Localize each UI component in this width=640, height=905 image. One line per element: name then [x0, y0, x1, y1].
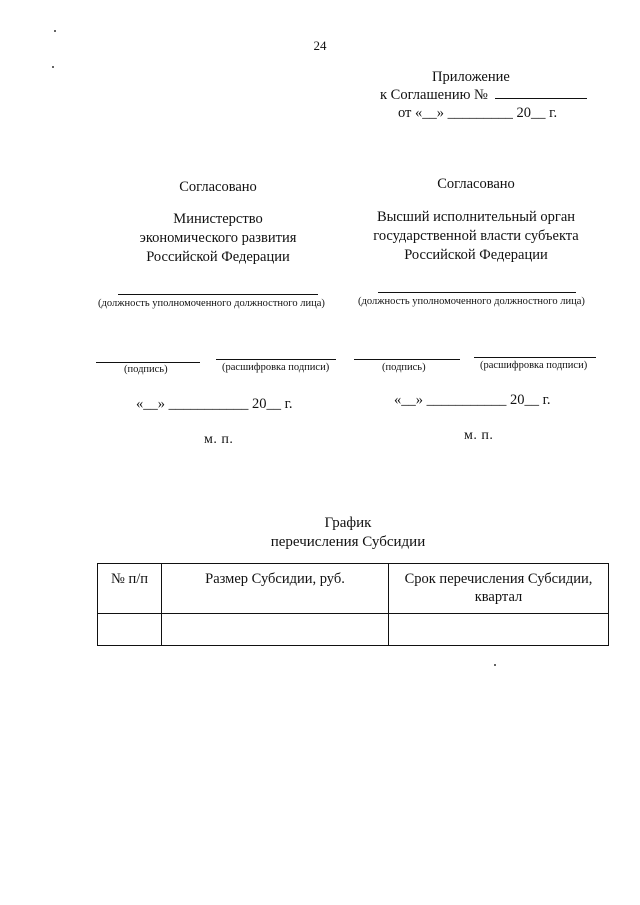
agreement-number-blank	[495, 98, 587, 99]
right-decoding-caption: (расшифровка подписи)	[480, 360, 588, 371]
table-cell	[162, 614, 389, 646]
scan-speck	[54, 30, 56, 32]
agreement-number-line: к Соглашению №	[380, 86, 600, 104]
table-cell	[98, 614, 162, 646]
table-header-row	[98, 564, 609, 614]
appendix-date: от «__» _________ 20__ г.	[398, 105, 558, 121]
header-term: Срок перечисления Субсидии, квартал	[389, 564, 609, 614]
left-organization: Министерство экономического развития Российской Федерации	[139, 211, 297, 265]
header-amount: Размер Субсидии, руб.	[162, 564, 389, 614]
left-decoding-line	[216, 359, 336, 360]
left-position-caption: (должность уполномоченного должностного лица)	[98, 298, 325, 309]
left-stamp: м. п.	[204, 432, 234, 447]
right-date: «__» ___________ 20__ г.	[394, 392, 551, 408]
left-signature-caption: (подпись)	[124, 364, 168, 375]
left-date: «__» ___________ 20__ г.	[136, 396, 293, 412]
left-position-line	[118, 294, 318, 295]
table-row	[98, 614, 609, 646]
left-signature-line	[96, 362, 200, 363]
right-signature-line	[354, 359, 460, 360]
right-position-caption: (должность уполномоченного должностного лица)	[358, 296, 585, 307]
right-stamp: м. п.	[464, 428, 494, 443]
right-signature-caption: (подпись)	[382, 362, 426, 373]
schedule-table	[97, 563, 609, 646]
scan-speck	[52, 66, 54, 68]
right-organization: Высший исполнительный орган государственной власти субъекта Российской Федерации	[373, 209, 579, 263]
appendix-header	[380, 68, 600, 122]
left-agreed: Согласовано	[179, 179, 257, 195]
right-agreed: Согласовано	[437, 176, 515, 192]
right-decoding-line	[474, 357, 596, 358]
schedule-title: График перечисления Субсидии	[270, 515, 426, 550]
scan-speck	[494, 664, 496, 666]
page-number: 24	[313, 38, 327, 53]
header-number: № п/п	[98, 564, 162, 614]
left-decoding-caption: (расшифровка подписи)	[222, 362, 330, 373]
appendix-label: Приложение	[432, 69, 510, 85]
table-cell	[389, 614, 609, 646]
right-position-line	[378, 292, 576, 293]
